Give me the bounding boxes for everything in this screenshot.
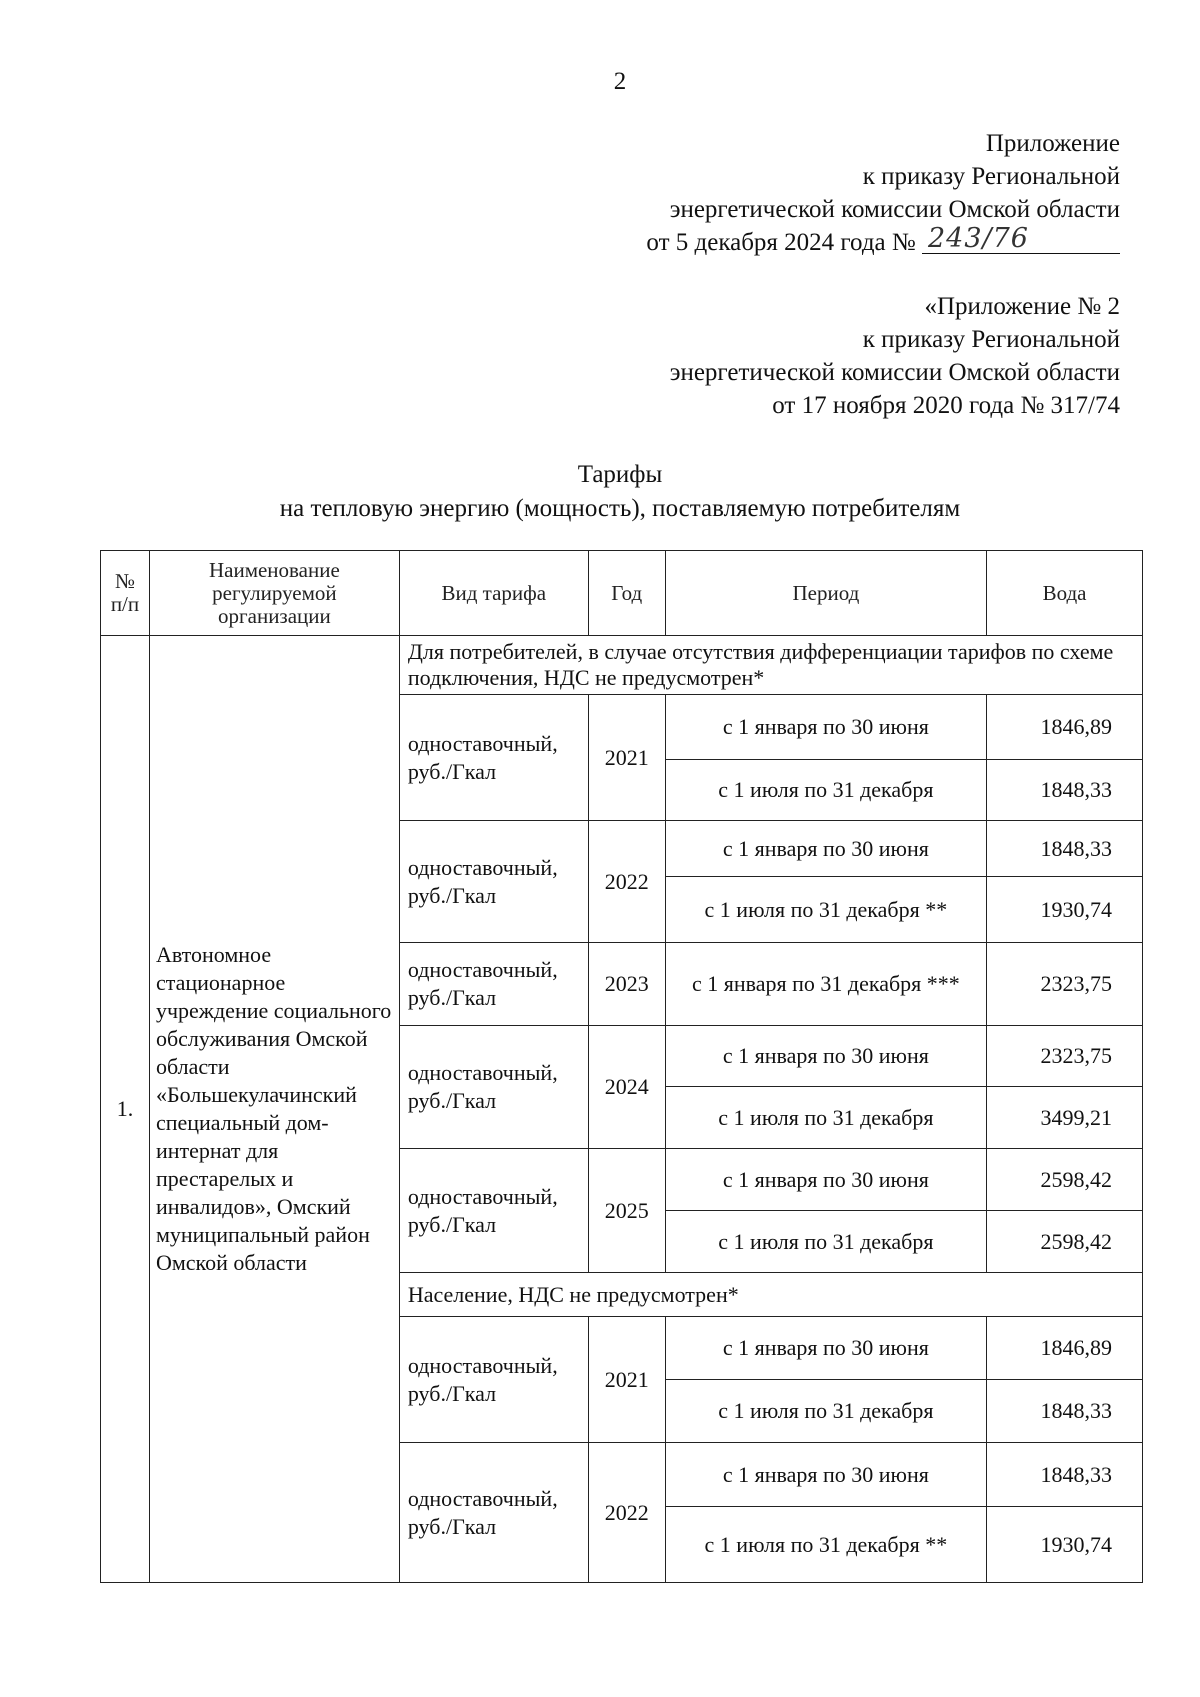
value-cell: 1930,74	[987, 1507, 1143, 1583]
header-type: Вид тарифа	[399, 551, 588, 636]
tariff-type: одноставочный, руб./Гкал	[399, 695, 588, 821]
tariff-type: одноставочный, руб./Гкал	[399, 1317, 588, 1443]
period-cell: с 1 января по 30 июня	[665, 1443, 986, 1507]
value-cell: 2323,75	[987, 1026, 1143, 1087]
title-main: Тарифы	[577, 461, 663, 488]
year-cell: 2021	[588, 1317, 665, 1443]
row-number: 1.	[101, 636, 150, 1583]
organization-name: Автономное стационарное учреждение социального обслуживания Омской области «Большекулачинский специальный дом-интернат для престарелых и инвалидов», Омский муниципальный район Омской области	[149, 636, 399, 1583]
tariff-type: одноставочный, руб./Гкал	[399, 821, 588, 943]
value-cell: 2323,75	[987, 943, 1143, 1026]
table-header-row	[101, 551, 1143, 636]
header-water: Вода	[987, 551, 1143, 636]
appendix-line: энергетической комиссии Омской области	[669, 359, 1120, 386]
appendix-date-text: от 5 декабря 2024 года №	[646, 229, 916, 256]
value-cell: 1848,33	[987, 821, 1143, 877]
value-cell: 2598,42	[987, 1149, 1143, 1211]
value-cell: 1846,89	[987, 695, 1143, 760]
value-cell: 1848,33	[987, 1380, 1143, 1443]
tariff-type: одноставочный, руб./Гкал	[399, 1026, 588, 1149]
value-cell: 1930,74	[987, 877, 1143, 943]
title-subtitle: на тепловую энергию (мощность), поставляемую потребителям	[279, 495, 961, 522]
header-period: Период	[665, 551, 986, 636]
period-cell: с 1 июля по 31 декабря	[665, 760, 986, 821]
year-cell: 2023	[588, 943, 665, 1026]
period-cell: с 1 января по 30 июня	[665, 695, 986, 760]
year-cell: 2021	[588, 695, 665, 821]
appendix-date-line	[646, 223, 1120, 259]
header-org: Наименование регулируемой организации	[149, 551, 399, 636]
appendix-line: от 17 ноября 2020 года № 317/74	[772, 392, 1120, 419]
page-number: 2	[613, 68, 627, 95]
period-cell: с 1 июля по 31 декабря **	[665, 1507, 986, 1583]
appendix-current	[646, 127, 1120, 259]
appendix-line: к приказу Региональной	[862, 326, 1120, 353]
section-label: Население, НДС не предусмотрен*	[399, 1273, 1142, 1317]
tariff-type: одноставочный, руб./Гкал	[399, 943, 588, 1026]
section-label: Для потребителей, в случае отсутствия дифференциации тарифов по схеме подключения, НДС не предусмотрен*	[399, 636, 1142, 695]
year-cell: 2022	[588, 1443, 665, 1583]
value-cell: 1848,33	[987, 1443, 1143, 1507]
period-cell: с 1 июля по 31 декабря	[665, 1211, 986, 1273]
handwritten-order-number: 243/76	[928, 223, 1029, 254]
period-cell: с 1 июля по 31 декабря	[665, 1087, 986, 1149]
period-cell: с 1 января по 30 июня	[665, 821, 986, 877]
tariff-type: одноставочный, руб./Гкал	[399, 1443, 588, 1583]
period-cell: с 1 июля по 31 декабря **	[665, 877, 986, 943]
value-cell: 2598,42	[987, 1211, 1143, 1273]
period-cell: с 1 января по 30 июня	[665, 1149, 986, 1211]
year-cell: 2022	[588, 821, 665, 943]
year-cell: 2024	[588, 1026, 665, 1149]
period-cell: с 1 января по 30 июня	[665, 1317, 986, 1380]
document-title	[0, 458, 1200, 526]
tariff-type: одноставочный, руб./Гкал	[399, 1149, 588, 1273]
appendix-line: Приложение	[985, 130, 1120, 157]
appendix-previous	[670, 290, 1120, 422]
order-number-field	[922, 223, 1120, 254]
table-row	[101, 636, 1143, 695]
period-cell: с 1 июля по 31 декабря	[665, 1380, 986, 1443]
period-cell: с 1 января по 30 июня	[665, 1026, 986, 1087]
value-cell: 1846,89	[987, 1317, 1143, 1380]
value-cell: 3499,21	[987, 1087, 1143, 1149]
tariff-table	[100, 550, 1143, 1583]
year-cell: 2025	[588, 1149, 665, 1273]
header-num: № п/п	[101, 551, 150, 636]
appendix-line: «Приложение № 2	[924, 293, 1120, 320]
appendix-line: энергетической комиссии Омской области	[669, 196, 1120, 223]
appendix-line: к приказу Региональной	[862, 163, 1120, 190]
header-year: Год	[588, 551, 665, 636]
period-cell: с 1 января по 31 декабря ***	[665, 943, 986, 1026]
value-cell: 1848,33	[987, 760, 1143, 821]
